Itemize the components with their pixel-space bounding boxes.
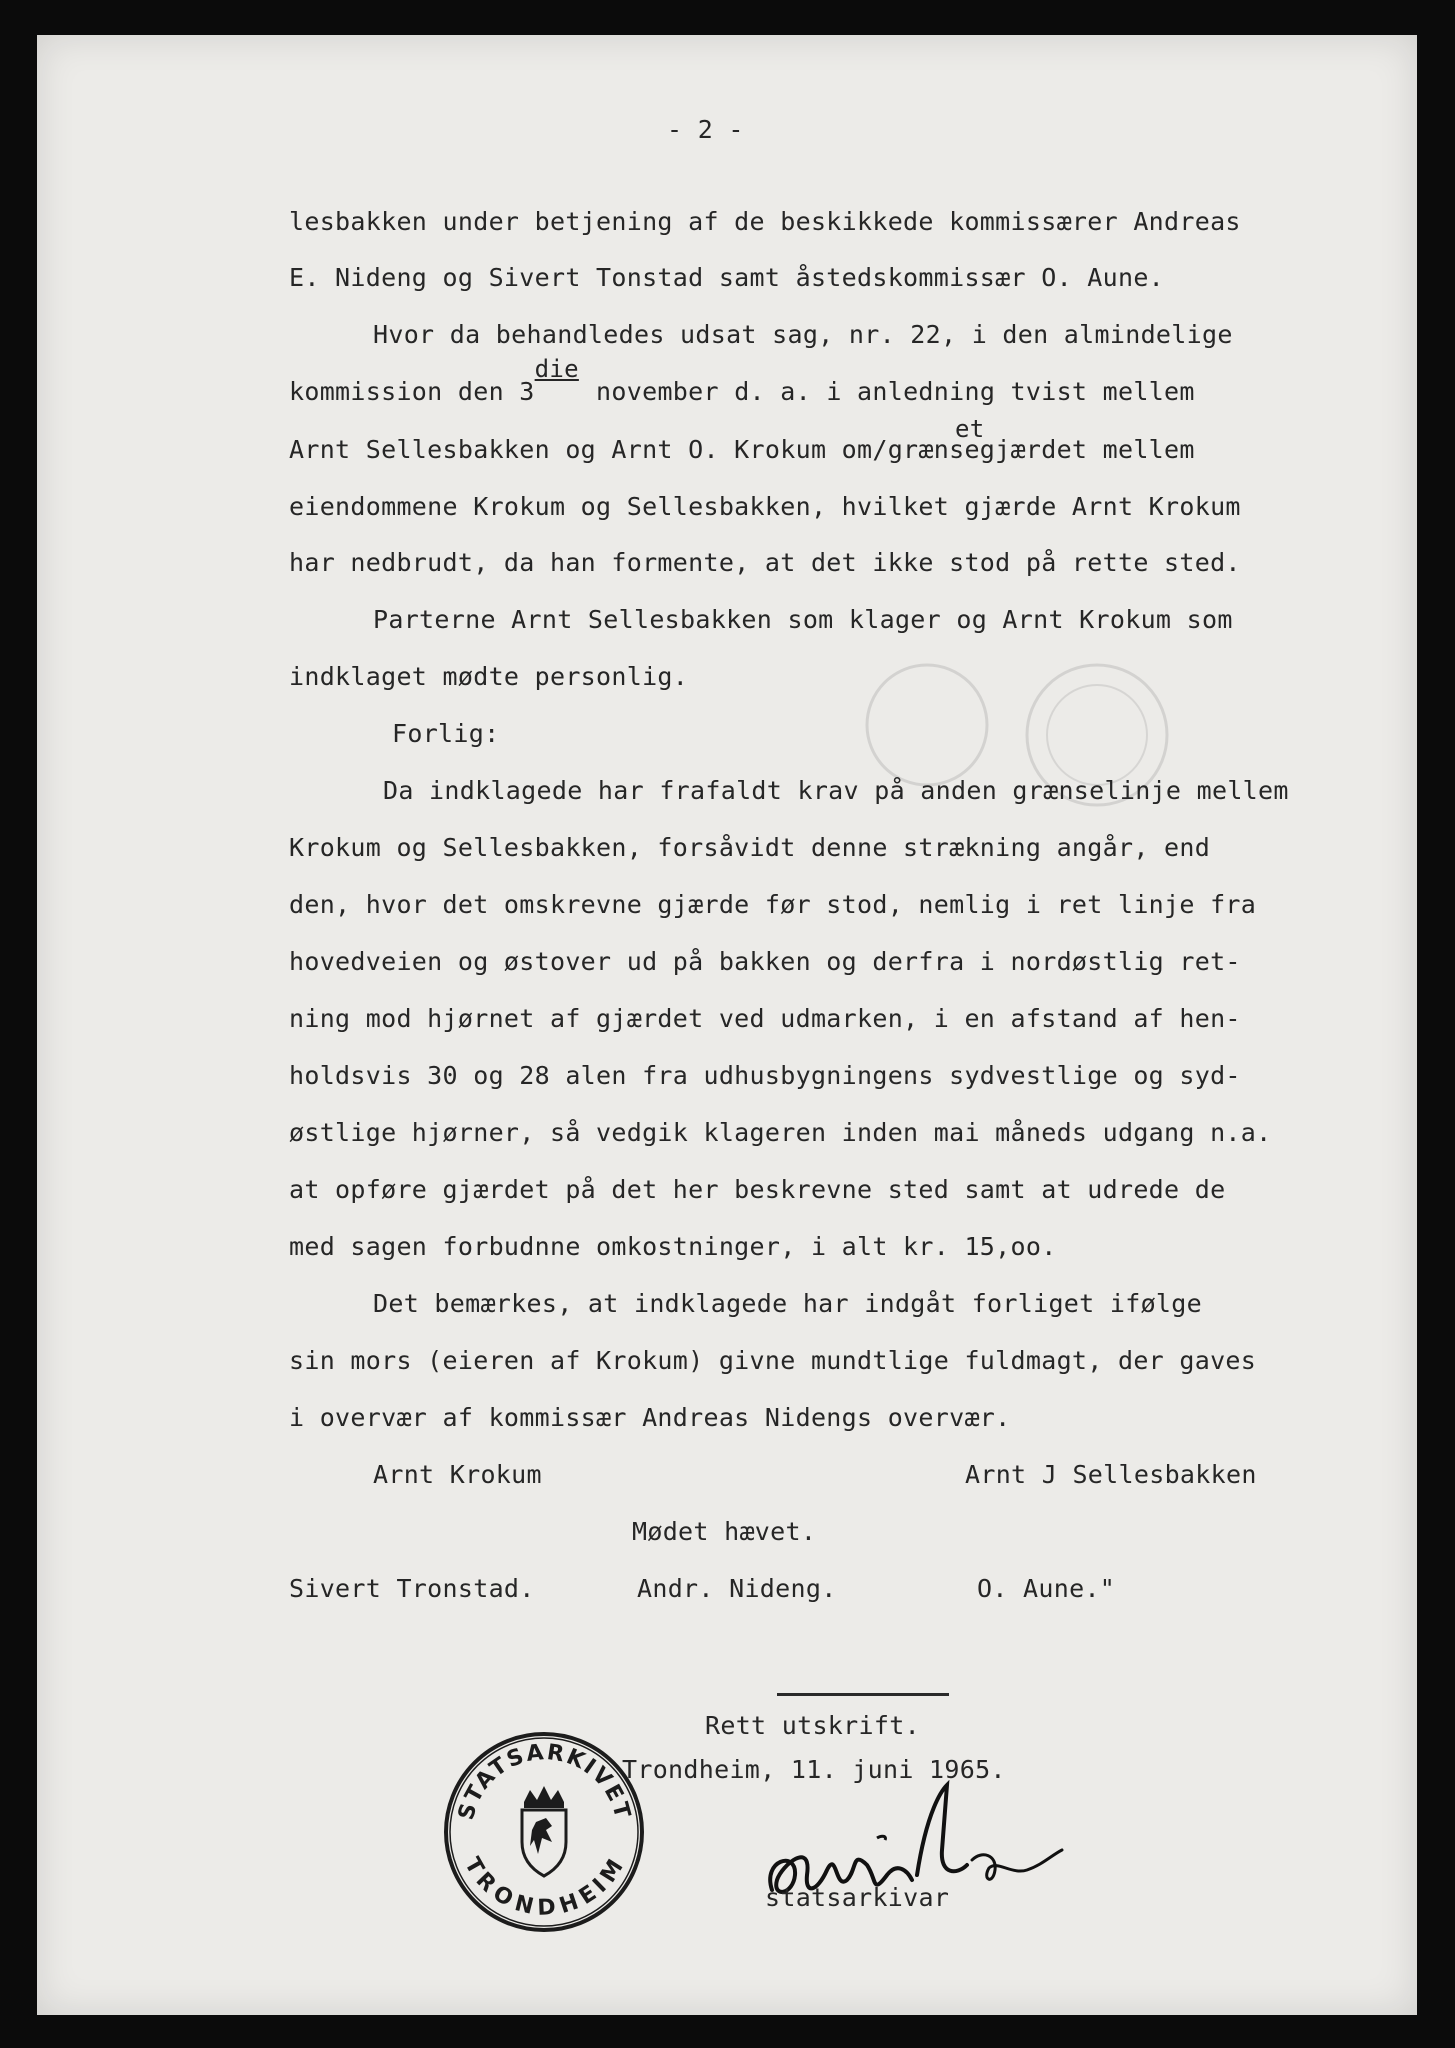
text-line-16: holdsvis 30 og 28 alen fra udhusbygningens sydvestlige og syd- <box>289 1061 1241 1090</box>
statsarkivet-stamp <box>442 1730 647 1935</box>
interlinear-insertion: et <box>955 415 985 443</box>
text-line-14: hovedveien og østover ud på bakken og derfra i nordøstlig ret- <box>289 947 1241 976</box>
text-line-11: Da indklagede har frafaldt krav på anden grænselinje mellem <box>383 776 1289 805</box>
text-line-3: Hvor da behandledes udsat sag, nr. 22, i den almindelige <box>373 320 1233 349</box>
line4-prefix: kommission den 3 <box>289 377 535 406</box>
text-line-13: den, hvor det omskrevne gjærde før stod, nemlig i ret linje fra <box>289 890 1257 919</box>
text-line-5: Arnt Sellesbakken og Arnt O. Krokum om/grænsegjærdet mellem <box>289 435 1195 464</box>
stamp-top-text: STATSARKIVET <box>453 1740 636 1823</box>
line4-rest: november d. a. i anledning tvist mellem <box>596 377 1195 406</box>
text-line-9: indklaget mødte personlig. <box>289 662 689 691</box>
superscript-die: die <box>534 355 579 383</box>
text-line-1: lesbakken under betjening af de beskikkede kommissærer Andreas <box>289 207 1241 236</box>
text-line-20: Det bemærkes, at indklagede har indgåt forliget ifølge <box>373 1289 1202 1318</box>
signature-andr-nideng: Andr. Nideng. <box>637 1574 837 1603</box>
section-heading-forlig: Forlig: <box>392 719 500 748</box>
handwritten-signature <box>757 1780 1087 1940</box>
signature-arnt-krokum: Arnt Krokum <box>373 1460 542 1489</box>
text-line-8: Parterne Arnt Sellesbakken som klager og Arnt Krokum som <box>373 605 1233 634</box>
signature-sivert-tronstad: Sivert Tronstad. <box>289 1574 535 1603</box>
signature-o-aune: O. Aune." <box>977 1574 1116 1603</box>
text-line-4 <box>289 355 1195 406</box>
text-line-12: Krokum og Sellesbakken, forsåvidt denne strækning angår, end <box>289 833 1211 862</box>
text-line-18: at opføre gjærdet på det her beskrevne sted samt at udrede de <box>289 1175 1226 1204</box>
text-line-22: i overvær af kommissær Andreas Nidengs overvær. <box>289 1403 1011 1432</box>
text-line-15: ning mod hjørnet af gjærdet ved udmarken, i en afstand af hen- <box>289 1004 1241 1033</box>
text-line-21: sin mors (eieren af Krokum) givne mundtlige fuldmagt, der gaves <box>289 1346 1257 1375</box>
text-line-17: østlige hjørner, så vedgik klageren inden mai måneds udgang n.a. <box>289 1118 1272 1147</box>
signature-arnt-sellesbakken: Arnt J Sellesbakken <box>965 1460 1257 1489</box>
divider-rule <box>777 1693 949 1696</box>
certification-place-date: Trondheim, 11. juni 1965. <box>622 1755 1006 1784</box>
page-number: - 2 - <box>667 115 744 144</box>
superscript-wrap <box>534 355 581 406</box>
certification-title: Rett utskrift. <box>705 1711 920 1740</box>
meeting-closed-line: Mødet hævet. <box>632 1517 817 1546</box>
text-line-19: med sagen forbudnne omkostninger, i alt kr. 15,oo. <box>289 1232 1057 1261</box>
document-page <box>37 35 1417 2015</box>
stamp-bottom-text: TRONDHEIM <box>459 1853 630 1921</box>
text-line-2: E. Nideng og Sivert Tonstad samt åstedskommissær O. Aune. <box>289 263 1165 292</box>
bleed-through-stamp <box>857 635 1177 835</box>
certification-role: statsarkivar <box>765 1883 950 1912</box>
text-line-7: har nedbrudt, da han formente, at det ikke stod på rette sted. <box>289 548 1241 577</box>
text-line-6: eiendommene Krokum og Sellesbakken, hvilket gjærde Arnt Krokum <box>289 492 1241 521</box>
